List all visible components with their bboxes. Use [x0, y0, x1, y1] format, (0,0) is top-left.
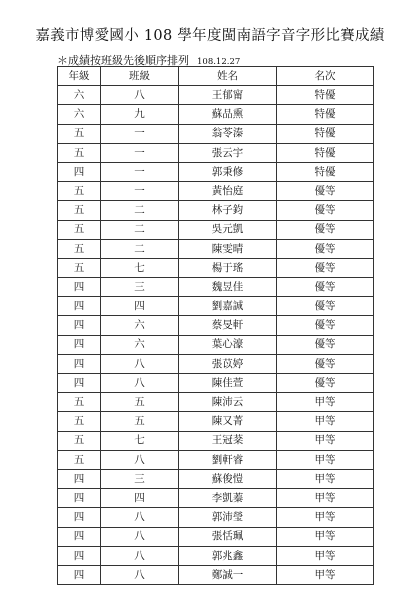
cell-name: 劉軒睿: [179, 450, 277, 469]
cell-class: 一: [101, 143, 179, 162]
cell-grade: 五: [58, 412, 101, 431]
table-row: [58, 450, 374, 469]
cell-class: 八: [101, 508, 179, 527]
cell-grade: 四: [58, 546, 101, 565]
cell-rank: 甲等: [277, 489, 374, 508]
results-table: [57, 66, 374, 585]
table-row: [58, 297, 374, 316]
cell-class: 八: [101, 374, 179, 393]
cell-rank: 特優: [277, 124, 374, 143]
table-row: [58, 220, 374, 239]
cell-grade: 四: [58, 278, 101, 297]
table-row: [58, 182, 374, 201]
cell-name: 劉嘉誠: [179, 297, 277, 316]
cell-grade: 四: [58, 489, 101, 508]
cell-rank: 甲等: [277, 546, 374, 565]
table-row: [58, 335, 374, 354]
header-name: 姓名: [179, 67, 277, 86]
cell-rank: 甲等: [277, 412, 374, 431]
cell-class: 八: [101, 354, 179, 373]
cell-name: 王郁甯: [179, 86, 277, 105]
cell-name: 郭秉修: [179, 162, 277, 181]
cell-rank: 優等: [277, 239, 374, 258]
table-row: [58, 86, 374, 105]
cell-rank: 甲等: [277, 450, 374, 469]
cell-rank: 優等: [277, 278, 374, 297]
cell-class: 九: [101, 105, 179, 124]
cell-name: 張苡婷: [179, 354, 277, 373]
cell-name: 陳又菁: [179, 412, 277, 431]
cell-class: 八: [101, 546, 179, 565]
results-body: [58, 86, 374, 585]
cell-name: 王冠棻: [179, 431, 277, 450]
cell-rank: 甲等: [277, 565, 374, 584]
header-class: 班級: [101, 67, 179, 86]
cell-rank: 優等: [277, 297, 374, 316]
cell-class: 六: [101, 335, 179, 354]
cell-grade: 四: [58, 297, 101, 316]
table-row: [58, 278, 374, 297]
cell-name: 張云宇: [179, 143, 277, 162]
cell-grade: 五: [58, 201, 101, 220]
cell-grade: 四: [58, 508, 101, 527]
cell-rank: 特優: [277, 143, 374, 162]
cell-grade: 四: [58, 335, 101, 354]
cell-rank: 優等: [277, 374, 374, 393]
table-row: [58, 354, 374, 373]
cell-class: 二: [101, 220, 179, 239]
table-row: [58, 374, 374, 393]
cell-class: 五: [101, 393, 179, 412]
cell-grade: 四: [58, 374, 101, 393]
cell-grade: 五: [58, 124, 101, 143]
document-date: 108.12.27: [197, 57, 241, 67]
table-row: [58, 412, 374, 431]
cell-class: 三: [101, 469, 179, 488]
cell-grade: 五: [58, 450, 101, 469]
cell-grade: 四: [58, 316, 101, 335]
cell-name: 陳佳萱: [179, 374, 277, 393]
table-row: [58, 565, 374, 584]
table-row: [58, 124, 374, 143]
cell-class: 一: [101, 182, 179, 201]
cell-rank: 優等: [277, 182, 374, 201]
table-row: [58, 527, 374, 546]
table-row: [58, 316, 374, 335]
cell-class: 八: [101, 527, 179, 546]
cell-name: 蔡旻軒: [179, 316, 277, 335]
cell-grade: 四: [58, 469, 101, 488]
table-row: [58, 105, 374, 124]
cell-grade: 五: [58, 393, 101, 412]
cell-grade: 六: [58, 105, 101, 124]
cell-name: 鄭誠一: [179, 565, 277, 584]
cell-grade: 五: [58, 258, 101, 277]
cell-class: 七: [101, 258, 179, 277]
table-row: [58, 258, 374, 277]
cell-rank: 甲等: [277, 469, 374, 488]
header-grade: 年級: [58, 67, 101, 86]
cell-name: 陳雯晴: [179, 239, 277, 258]
table-row: [58, 393, 374, 412]
cell-name: 林子鈞: [179, 201, 277, 220]
cell-grade: 五: [58, 239, 101, 258]
cell-grade: 五: [58, 182, 101, 201]
cell-name: 葉心濠: [179, 335, 277, 354]
cell-name: 魏昱佳: [179, 278, 277, 297]
table-row: [58, 431, 374, 450]
cell-class: 一: [101, 162, 179, 181]
cell-rank: 優等: [277, 220, 374, 239]
table-row: [58, 201, 374, 220]
table-row: [58, 143, 374, 162]
cell-class: 二: [101, 239, 179, 258]
cell-class: 八: [101, 450, 179, 469]
cell-class: 三: [101, 278, 179, 297]
cell-rank: 特優: [277, 86, 374, 105]
cell-grade: 五: [58, 143, 101, 162]
cell-class: 八: [101, 565, 179, 584]
cell-class: 四: [101, 489, 179, 508]
cell-grade: 四: [58, 565, 101, 584]
cell-class: 五: [101, 412, 179, 431]
cell-rank: 優等: [277, 335, 374, 354]
table-row: [58, 162, 374, 181]
cell-grade: 五: [58, 431, 101, 450]
cell-class: 六: [101, 316, 179, 335]
cell-name: 蘇品熏: [179, 105, 277, 124]
cell-class: 八: [101, 86, 179, 105]
cell-name: 李凱蓁: [179, 489, 277, 508]
table-row: [58, 546, 374, 565]
cell-name: 蘇俊愷: [179, 469, 277, 488]
cell-name: 黃怡庭: [179, 182, 277, 201]
cell-rank: 優等: [277, 258, 374, 277]
table-row: [58, 239, 374, 258]
cell-grade: 四: [58, 162, 101, 181]
sort-note-text: ＊成績按班級先後順序排列: [57, 54, 189, 67]
header-rank: 名次: [277, 67, 374, 86]
cell-name: 郭沛瑩: [179, 508, 277, 527]
cell-grade: 四: [58, 354, 101, 373]
cell-name: 楊于瑤: [179, 258, 277, 277]
table-row: [58, 469, 374, 488]
cell-grade: 六: [58, 86, 101, 105]
cell-rank: 優等: [277, 201, 374, 220]
cell-name: 張恬珮: [179, 527, 277, 546]
cell-grade: 五: [58, 220, 101, 239]
cell-rank: 甲等: [277, 508, 374, 527]
cell-rank: 特優: [277, 162, 374, 181]
cell-name: 郭兆鑫: [179, 546, 277, 565]
cell-name: 翁苓溱: [179, 124, 277, 143]
cell-name: 吳元凱: [179, 220, 277, 239]
table-row: [58, 508, 374, 527]
cell-rank: 特優: [277, 105, 374, 124]
cell-rank: 優等: [277, 316, 374, 335]
cell-rank: 甲等: [277, 431, 374, 450]
cell-rank: 甲等: [277, 393, 374, 412]
cell-name: 陳沛云: [179, 393, 277, 412]
cell-class: 四: [101, 297, 179, 316]
document-title: 嘉義市博愛國小 108 學年度閩南語字音字形比賽成績: [35, 28, 385, 44]
cell-class: 二: [101, 201, 179, 220]
cell-rank: 優等: [277, 354, 374, 373]
cell-class: 一: [101, 124, 179, 143]
cell-grade: 四: [58, 527, 101, 546]
cell-class: 七: [101, 431, 179, 450]
table-row: [58, 489, 374, 508]
header-row: [58, 67, 374, 86]
cell-rank: 甲等: [277, 527, 374, 546]
